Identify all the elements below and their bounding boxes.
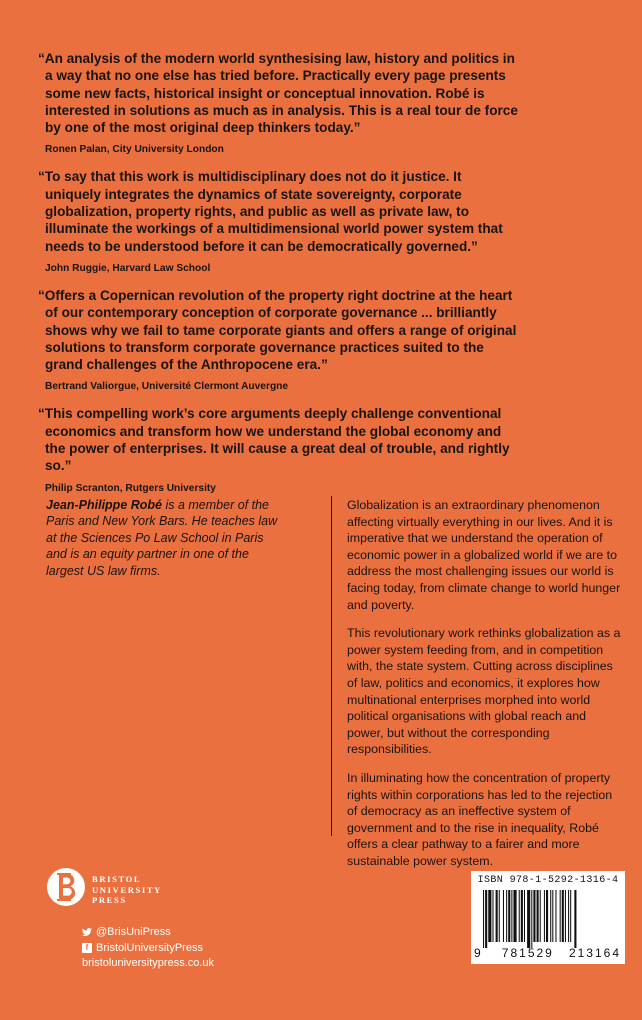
facebook-handle[interactable]: BristolUniversityPress — [96, 941, 203, 954]
barcode-bar — [519, 890, 520, 942]
quote-text: “An analysis of the modern world synthesising law, history and politics in a way that no one else has tried before. Practically every page presents some new facts, historical insight or conceptual innovation. Robé is interested in solutions as much as in analysis. This is a real tour de force by one of the most original deep thinkers today.” — [38, 51, 518, 136]
publisher-name — [92, 874, 162, 906]
barcode-bar — [540, 890, 541, 942]
endorsement — [38, 50, 518, 156]
barcode-left-digits: 781529 — [501, 946, 554, 960]
barcode-digits — [471, 946, 625, 960]
barcode-bar — [496, 890, 498, 942]
barcode-bar — [544, 890, 545, 942]
description-paragraph: This revolutionary work rethinks globalization as a power system feeding from, and in competition with, the state system. Cutting across disciplines of law, politics and economics, it explores how multinational enterprises morphed into world political organisations with global reach and power, but without the corresponding responsibilities. — [347, 626, 621, 757]
barcode-bar — [506, 890, 507, 942]
publisher-name-line: BRISTOL — [92, 874, 142, 884]
barcode-bar — [533, 890, 535, 942]
barcode-bar — [550, 890, 551, 942]
barcode-bar — [546, 890, 548, 942]
quote-attribution: Bertrand Valiorgue, Université Clermont Auvergne — [45, 381, 289, 393]
quote-attribution: John Ruggie, Harvard Law School — [45, 262, 211, 274]
barcode-bar — [555, 890, 556, 942]
barcode-bar — [521, 890, 523, 942]
isbn-label: ISBN 978-1-5292-1316-4 — [477, 875, 619, 886]
endorsement — [38, 287, 518, 393]
barcode-bar — [508, 890, 510, 942]
barcode-bar — [568, 890, 569, 942]
quote-text: “Offers a Copernican revolution of the property right doctrine at the heart of our contemporary conception of corporate governance ... brilliantly shows why we fail to tame corporate giants and offers a range of original solutions to transform corporate governance practices suited to the grand challenges of the Anthropocene era.” — [38, 287, 517, 373]
barcode-bar — [499, 890, 500, 942]
barcode-bar — [574, 890, 576, 948]
barcode-icon — [479, 890, 619, 948]
book-description — [347, 497, 623, 881]
barcode-bar — [527, 890, 530, 948]
endorsements — [38, 50, 518, 507]
author-bio-text: is a member of the Paris and New York Bars. He teaches law at the Sciences Po Law School in Paris and is an equity partner in one of the largest US law firms. — [46, 498, 278, 578]
barcode-bar — [511, 890, 512, 942]
author-bio — [46, 497, 286, 579]
barcode-right-digits: 213164 — [568, 946, 621, 960]
barcode-bar — [531, 890, 532, 948]
quote-text: “This compelling work’s core arguments deeply challenge conventional economics and transform how we understand the global economy and the power of enterprises. It will cause a great deal of trouble, and rightly so.” — [38, 406, 510, 474]
author-name: Jean-Philippe Robé — [46, 498, 162, 512]
barcode-bar — [485, 890, 487, 948]
publisher-name-line: UNIVERSITY — [92, 884, 162, 895]
barcode-bar — [552, 890, 553, 942]
isbn-barcode-box — [471, 871, 625, 964]
facebook-icon: f — [82, 943, 92, 953]
barcode-bar — [492, 890, 493, 942]
barcode-bar — [562, 890, 564, 942]
barcode-lead-digit: 9 — [474, 946, 481, 960]
twitter-row[interactable] — [82, 925, 214, 941]
quote-attribution: Ronen Palan, City University London — [45, 144, 224, 156]
publisher-name-line: PRESS — [92, 895, 127, 905]
barcode-bar — [503, 890, 504, 942]
endorsement — [38, 405, 518, 494]
description-paragraph: In illuminating how the concentration of property rights within corporations has led to the rejection of democracy as an ineffective system of government and to the rise in inequality, Robé offers a clear pathway to a fairer and more sustainable power system. — [347, 770, 613, 868]
website-row[interactable] — [82, 956, 214, 972]
endorsement — [38, 168, 518, 274]
barcode-bar — [524, 890, 525, 942]
barcode-bar — [570, 890, 571, 942]
column-divider — [331, 496, 332, 836]
twitter-icon — [82, 928, 92, 938]
description-paragraph: Globalization is an extraordinary phenomenon affecting virtually everything in our lives. And it is imperative that we understand the operation of economic power in a globalized world if we are to address the most challenging issues our world is facing today, from climate change to world hunger and poverty. — [347, 498, 621, 612]
barcode-bar — [488, 890, 491, 942]
facebook-row[interactable] — [82, 941, 214, 957]
quote-attribution: Philip Scranton, Rutgers University — [45, 482, 216, 494]
twitter-handle[interactable]: @BrisUniPress — [96, 926, 171, 938]
quote-text: “To say that this work is multidisciplinary does not do it justice. It uniquely integrates the dynamics of state sovereignty, corporate globalization, property rights, and public as well as private law, to illuminate the workings of a multidimensional world power system that needs to be understood before it can be democratically governed.” — [38, 169, 503, 254]
publisher-contacts — [82, 925, 214, 972]
barcode-bar — [560, 890, 561, 942]
barcode-bar — [565, 890, 566, 942]
barcode-bar — [513, 890, 516, 942]
publisher-website[interactable]: bristoluniversitypress.co.uk — [82, 957, 215, 969]
barcode-bar — [483, 890, 484, 948]
barcode-bar — [537, 890, 539, 942]
